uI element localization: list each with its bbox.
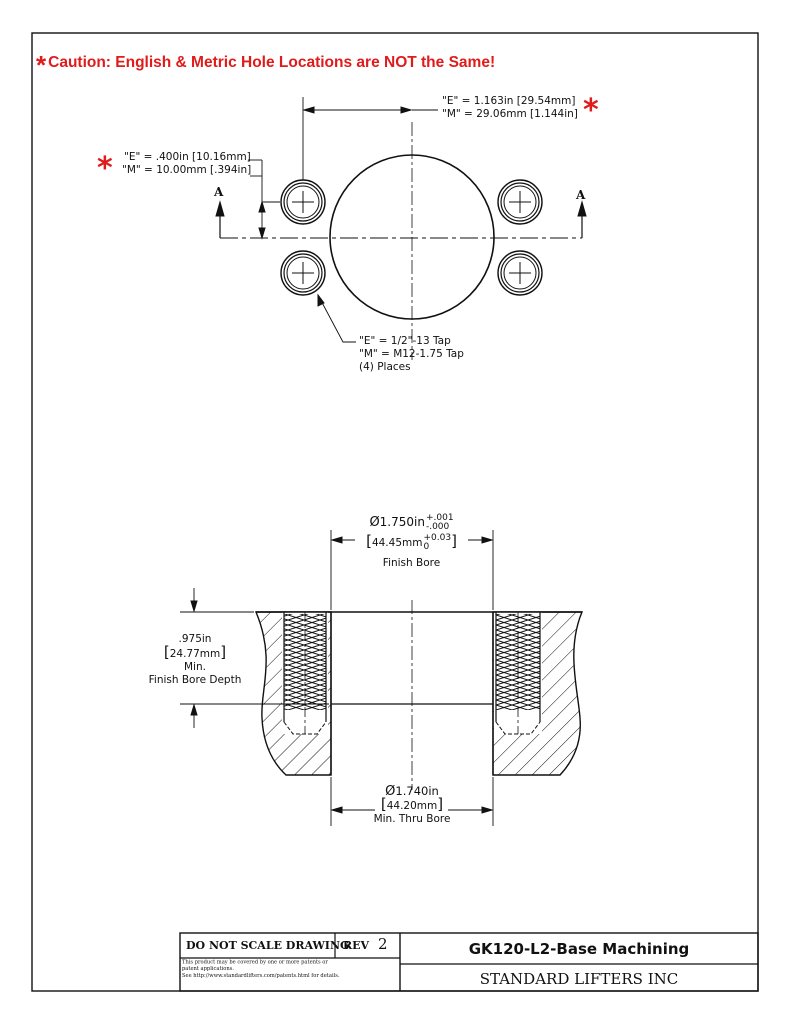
spacing-dimension [442, 95, 578, 121]
depth-label: Finish Bore Depth [148, 674, 242, 686]
tap-english: "E" = 1/2"-13 Tap [359, 335, 451, 347]
tapped-hole [498, 180, 542, 224]
caution-star-icon: * [36, 50, 47, 80]
offset-metric: "M" = 10.00mm [.394in] [122, 164, 252, 176]
company-name: STANDARD LIFTERS INC [479, 970, 679, 988]
depth-inch: .975in [178, 633, 212, 645]
section-label-left: A [214, 185, 224, 199]
rev-label: REV [343, 939, 370, 952]
tol-minus: -.000 [425, 521, 450, 532]
spacing-star-icon: * [583, 93, 599, 128]
diameter-symbol-icon: Ø [385, 784, 396, 799]
rev-value: 2 [378, 935, 388, 953]
tapped-hole [281, 180, 325, 224]
depth-min: Min. [184, 661, 206, 673]
thru-bore-inch: 1.740in [395, 784, 439, 798]
offset-english: "E" = .400in [10.16mm] [124, 151, 251, 163]
diameter-symbol-icon: Ø [369, 515, 380, 530]
tapped-hole [498, 251, 542, 295]
do-not-scale-label: DO NOT SCALE DRAWING [186, 939, 350, 952]
patent-notice [182, 959, 340, 980]
drawing-title: GK120-L2-Base Machining [468, 940, 690, 958]
spacing-english: "E" = 1.163in [29.54mm] [442, 95, 576, 107]
patent-line: See http://www.standardlifters.com/patents.html for details. [182, 972, 340, 979]
depth-mm: 24.77mm [169, 648, 221, 660]
depth-dimension: .975in [24.77mm] Min. Finish Bore Depth [140, 633, 250, 687]
patent-line: patent applications. [182, 965, 234, 972]
finish-bore-mm: 44.45mm [371, 537, 423, 549]
offset-dimension [122, 151, 251, 177]
thru-bore-dimension: Ø1.740in [44.20mm] Min. Thru Bore [352, 785, 472, 826]
finish-bore-label: Finish Bore [382, 557, 441, 569]
tol-plus: +.001 [425, 512, 454, 523]
thru-bore-mm: 44.20mm [386, 800, 438, 812]
tap-places: (4) Places [359, 361, 411, 373]
tapped-hole [281, 251, 325, 295]
patent-line: This product may be covered by one or more patents or [182, 959, 328, 966]
caution-text: Caution: English & Metric Hole Locations are NOT the Same! [48, 54, 496, 71]
finish-bore-inch: 1.750in [379, 515, 425, 529]
section-label-right: A [576, 188, 586, 202]
spacing-metric: "M" = 29.06mm [1.144in] [442, 108, 578, 120]
tap-callout [359, 335, 464, 374]
top-view [216, 97, 586, 360]
tol-minus-mm: 0 [423, 542, 430, 552]
tap-metric: "M" = M12-1.75 Tap [359, 348, 464, 360]
finish-bore-dimension: Ø1.750in+.001 -.000 [44.45mm+0.03 0 ] Finish Bore [354, 513, 469, 570]
tol-plus-mm: +0.03 [423, 533, 452, 543]
thru-bore-label: Min. Thru Bore [373, 813, 451, 825]
caution-banner [36, 50, 495, 81]
offset-star-icon: * [97, 151, 113, 186]
